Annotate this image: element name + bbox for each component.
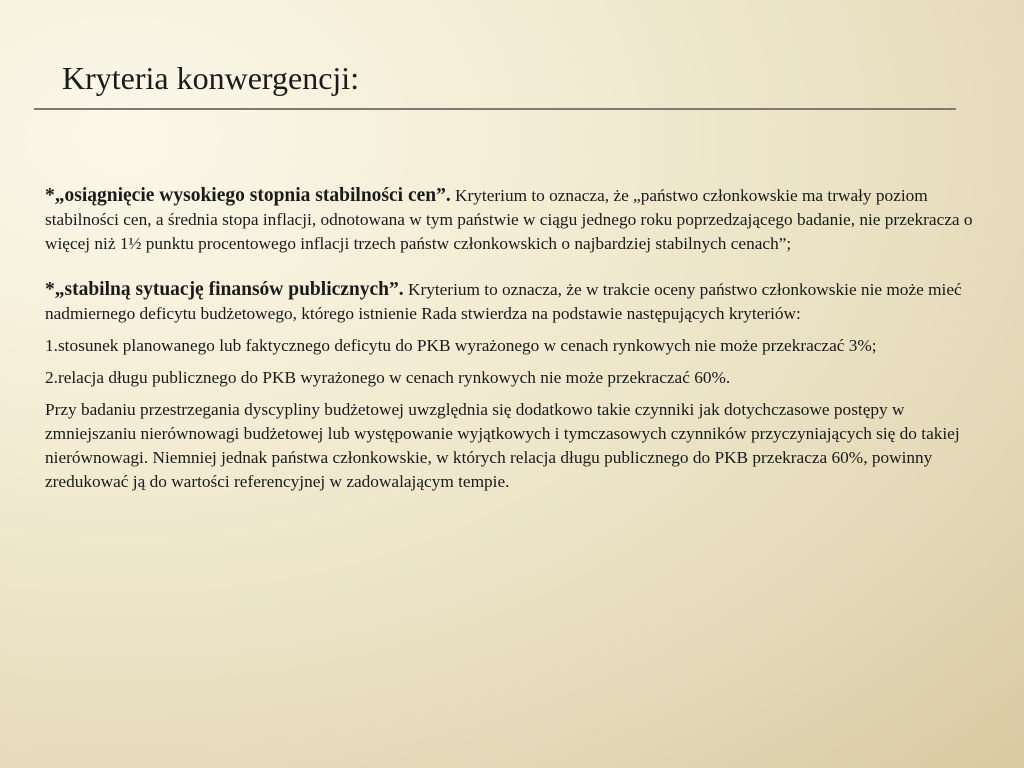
debt-criterion: 2.relacja długu publicznego do PKB wyrażonego w cenach rynkowych nie może przekraczać 60%. <box>45 368 731 387</box>
title-divider <box>34 108 956 110</box>
slide-body <box>45 184 980 494</box>
criterion-price-stability-text: Kryterium to oznacza, że „państwo członkowskie ma trwały poziom stabilności cen, a średnia stopa inflacji, odnotowana w tym państwie w ciągu jednego roku poprzedzającego badanie, nie przekracza o więcej niż 1½ punktu procentowego inflacji trzech państw członkowskich o najbardziej stabilnych cenach”; <box>45 186 973 253</box>
deficit-criterion: 1.stosunek planowanego lub faktycznego deficytu do PKB wyrażonego w cenach rynkowych nie może przekraczać 3%; <box>45 336 877 355</box>
slide-title: Kryteria konwergencji: <box>62 60 360 96</box>
criterion-price-stability <box>45 184 980 256</box>
budget-discipline-note: Przy badaniu przestrzegania dyscypliny budżetowej uwzględnia się dodatkowo takie czynniki jak dotychczasowe postępy w zmniejszaniu nierównowagi budżetowej lub występowanie wyjątkowych i tymczasowych czynników przyczyniających się do takiej nierównowagi. Niemniej jednak państwa członkowskie, w których relacja długu publicznego do PKB przekracza 60%, powinny zredukować ją do wartości referencyjnej w zadowalającym tempie. <box>45 400 960 491</box>
criterion-public-finances-heading: *„stabilną sytuację finansów publicznych”. <box>45 279 404 300</box>
criterion-public-finances-text: Kryterium to oznacza, że w trakcie oceny państwo członkowskie nie może mieć nadmiernego deficytu budżetowego, którego istnienie Rada stwierdza na podstawie następujących kryteriów: <box>45 280 962 323</box>
criterion-price-stability-heading: *„osiągnięcie wysokiego stopnia stabilności cen”. <box>45 185 451 206</box>
criterion-public-finances <box>45 278 980 326</box>
